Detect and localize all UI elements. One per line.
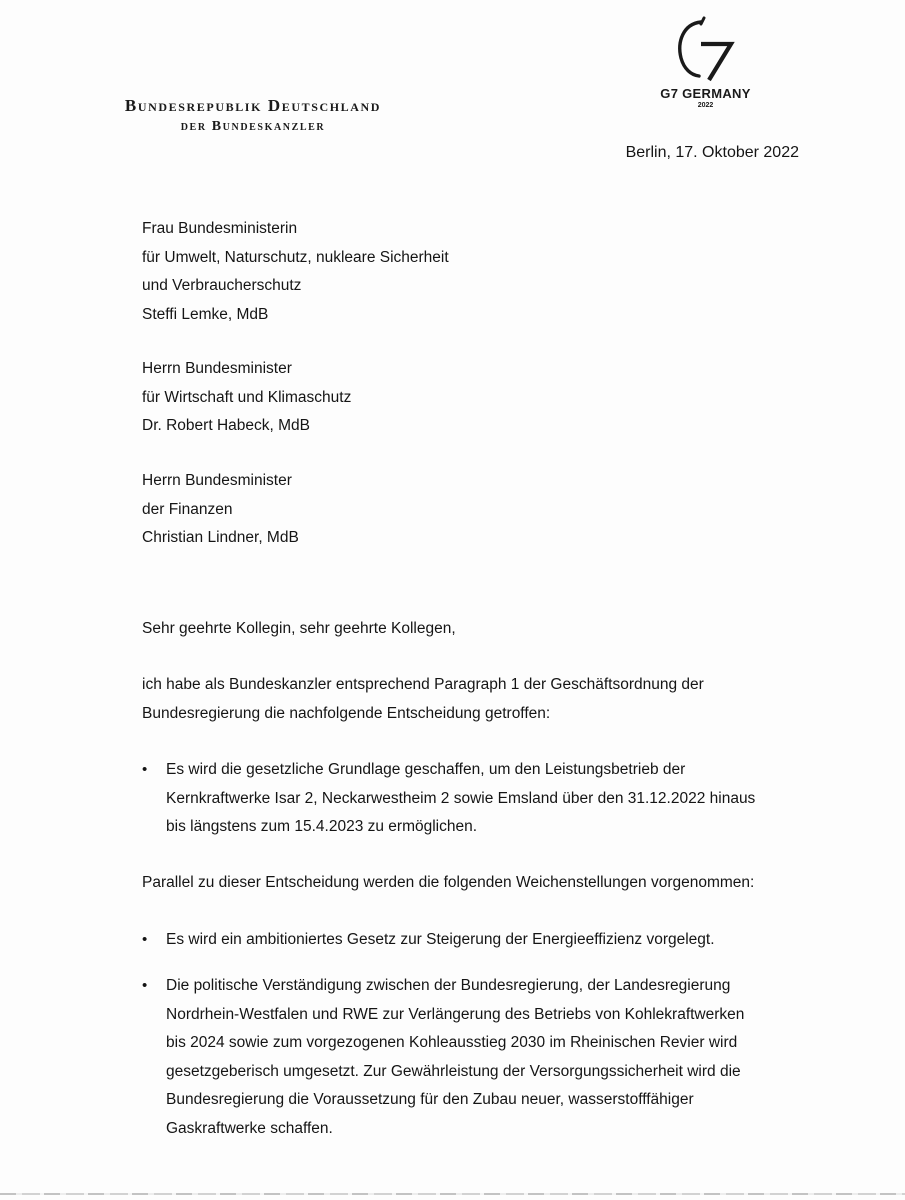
bullet-text bbox=[166, 756, 822, 842]
bullet-line: Es wird die gesetzliche Grundlage geschaffen, um den Leistungsbetrieb der bbox=[166, 761, 686, 778]
bullet-line: Bundesregierung die Voraussetzung für den Zubau neuer, wasserstofffähiger bbox=[166, 1091, 694, 1108]
recipient-line: der Finanzen bbox=[142, 500, 233, 518]
g7-logo-year: 2022 bbox=[697, 102, 714, 109]
g7-logo-icon bbox=[671, 14, 741, 82]
paragraph-line: ich habe als Bundeskanzler entsprechend Paragraph 1 der Geschäftsordnung der bbox=[142, 676, 704, 693]
parallel-paragraph bbox=[142, 869, 822, 898]
recipient-block-1 bbox=[142, 215, 449, 329]
intro-paragraph bbox=[142, 671, 822, 728]
paragraph-line: Bundesregierung die nachfolgende Entscheidung getroffen: bbox=[142, 704, 551, 722]
recipient-line: für Wirtschaft und Klimaschutz bbox=[142, 388, 352, 406]
bullet-point-icon: • bbox=[142, 761, 148, 778]
letterhead bbox=[88, 95, 418, 137]
recipient-line: für Umwelt, Naturschutz, nukleare Sicherheit bbox=[142, 248, 449, 266]
letter-date: Berlin, 17. Oktober 2022 bbox=[625, 144, 799, 161]
bullet-point-icon: • bbox=[142, 931, 148, 948]
recipient-block-3 bbox=[142, 467, 299, 553]
bullet-line: gesetzgeberisch umgesetzt. Zur Gewährleistung der Versorgungssicherheit wird die bbox=[166, 1062, 741, 1080]
bullet-line: Die politische Verständigung zwischen der Bundesregierung, der Landesregierung bbox=[166, 977, 731, 994]
paragraph-line: Parallel zu dieser Entscheidung werden die folgenden Weichenstellungen vorgenommen: bbox=[142, 874, 755, 891]
bullet-line: Gaskraftwerke schaffen. bbox=[166, 1119, 333, 1137]
bullet-line: Es wird ein ambitioniertes Gesetz zur Steigerung der Energieeffizienz vorgelegt. bbox=[166, 931, 715, 948]
recipient-line: und Verbraucherschutz bbox=[142, 277, 302, 294]
bullet-point-icon: • bbox=[142, 977, 148, 994]
recipient-line: Frau Bundesministerin bbox=[142, 220, 298, 237]
bullet-text bbox=[166, 926, 822, 955]
g7-logo bbox=[648, 14, 763, 114]
recipient-block-2 bbox=[142, 355, 351, 441]
salutation-line: Sehr geehrte Kollegin, sehr geehrte Kollegen, bbox=[142, 620, 456, 637]
recipient-line: Christian Lindner, MdB bbox=[142, 529, 299, 546]
recipient-line: Dr. Robert Habeck, MdB bbox=[142, 417, 310, 434]
letterhead-country: Bundesrepublik Deutschland bbox=[124, 96, 382, 115]
bullet-line: Nordrhein-Westfalen und RWE zur Verlängerung des Betriebs von Kohlekraftwerken bbox=[166, 1005, 745, 1023]
bullet-line: bis längstens zum 15.4.2023 zu ermöglichen. bbox=[166, 818, 478, 835]
letterhead-office: der Bundeskanzler bbox=[180, 119, 326, 134]
salutation bbox=[142, 615, 822, 644]
page-edge-divider bbox=[0, 1193, 905, 1195]
recipient-line: Herrn Bundesminister bbox=[142, 360, 292, 377]
bullet-line: bis 2024 sowie zum vorgezogenen Kohleausstieg 2030 im Rheinischen Revier wird bbox=[166, 1034, 738, 1051]
bullet-text bbox=[166, 972, 822, 1143]
recipient-line: Herrn Bundesminister bbox=[142, 472, 292, 489]
bullet-line: Kernkraftwerke Isar 2, Neckarwestheim 2 sowie Emsland über den 31.12.2022 hinaus bbox=[166, 789, 756, 807]
g7-logo-title: G7 GERMANY bbox=[660, 86, 751, 101]
recipient-line: Steffi Lemke, MdB bbox=[142, 305, 269, 323]
